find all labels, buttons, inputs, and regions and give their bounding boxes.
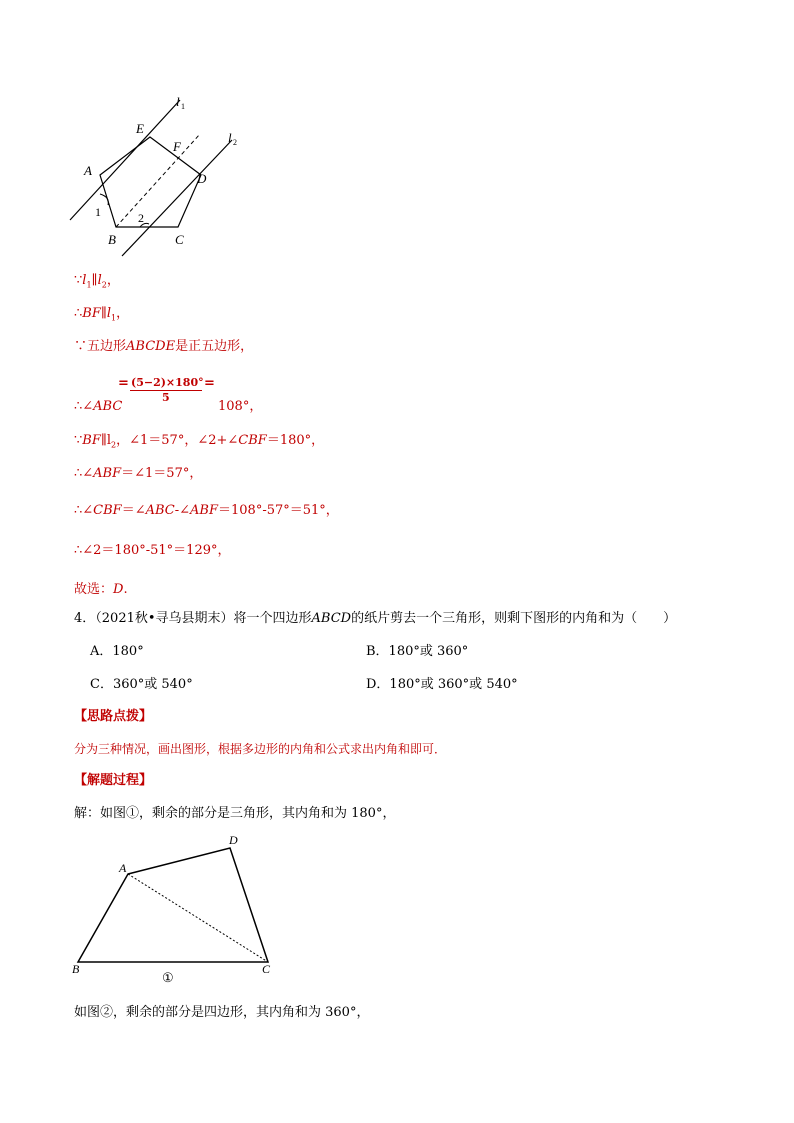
step-1 [74, 272, 120, 295]
frac-eq-left: = [118, 376, 129, 391]
text: CBF [93, 503, 122, 518]
label-b2: B [72, 962, 80, 976]
text: ＝108°-57°＝51°， [218, 503, 339, 518]
hint-title: 【思路点拨】 [74, 709, 153, 724]
question-4-stem [74, 610, 676, 628]
dashed-bf [116, 134, 200, 227]
text: 2 [101, 280, 107, 290]
label-e: E [136, 121, 144, 136]
step-8: ∴∠2＝180°-51°＝129°， [74, 543, 231, 558]
text: ＝180°， [266, 433, 325, 448]
label-a2: A [119, 861, 127, 875]
label-l1: l [176, 94, 180, 109]
figure-pentagon [60, 92, 260, 262]
text: 故选： [74, 582, 114, 597]
label-d: D [197, 171, 207, 186]
text: ，∠1＝57°，∠2+∠ [116, 433, 239, 448]
text: ∥ [100, 306, 107, 321]
quadrilateral-abcd [78, 848, 268, 962]
label-d2: D [229, 833, 238, 847]
text: ABF [93, 466, 122, 481]
text: ∴∠ [74, 466, 94, 481]
text: 是正五边形， [175, 339, 254, 354]
process-title: 【解题过程】 [74, 773, 153, 788]
dashed-ac [128, 874, 268, 962]
text: ABC [93, 399, 123, 414]
solution-line-1: 解：如图①，剩余的部分是三角形，其内角和为 180°， [74, 806, 396, 821]
frac-denominator: 5 [162, 391, 170, 404]
text: l [106, 306, 112, 321]
step-3 [74, 338, 253, 356]
text: ∵ [74, 273, 83, 288]
pentagon-abcde [100, 137, 201, 227]
text: D [113, 582, 124, 597]
label-l1-sub: 1 [181, 102, 185, 111]
label-l2-sub: 2 [233, 138, 237, 147]
step-7 [74, 502, 339, 520]
label-angle1: 1 [95, 205, 101, 219]
text: 2 [111, 440, 117, 450]
text: ∥ [91, 273, 98, 288]
label-b: B [108, 232, 116, 247]
text: ∵五边形 [74, 339, 127, 354]
text: ＝∠ [121, 503, 146, 518]
frac-numerator: (5−2)×180° [131, 376, 204, 389]
text: ∵ [74, 433, 83, 448]
text: l [97, 273, 102, 288]
label-fig-1: ① [162, 970, 174, 985]
step-4 [74, 398, 122, 416]
text: ， [106, 273, 120, 288]
text: ∴ [74, 306, 83, 321]
label-angle2: 2 [138, 211, 144, 225]
label-c: C [175, 232, 184, 247]
text: ∥l [100, 433, 112, 448]
frac-eq-right: = [204, 376, 215, 391]
option-c[interactable]: C．360°或 540° [90, 677, 193, 692]
text: ABC [145, 503, 175, 518]
step-5 [74, 432, 324, 455]
step-9 [74, 581, 128, 599]
text: ∴∠ [74, 399, 94, 414]
solution-line-2: 如图②，剩余的部分是四边形，其内角和为 360°， [74, 1005, 370, 1020]
hint-body: 分为三种情况，画出图形，根据多边形的内角和公式求出内角和即可． [74, 742, 447, 756]
text: ∴∠ [74, 503, 94, 518]
text: ABCDE [126, 339, 176, 354]
text: 1 [86, 280, 92, 290]
text: CBF [238, 433, 267, 448]
label-l2: l [228, 130, 232, 145]
label-f: F [173, 139, 181, 154]
step-4-result: 108°， [218, 399, 263, 414]
line-l1 [70, 100, 180, 220]
figure-quadrilateral [66, 830, 286, 990]
option-b[interactable]: B．180°或 360° [366, 644, 469, 659]
text: ＝∠1＝57°， [121, 466, 203, 481]
text: . [123, 582, 128, 597]
option-a[interactable]: A．180° [90, 644, 144, 659]
step-6 [74, 465, 202, 483]
text: BF [82, 433, 101, 448]
option-d[interactable]: D．180°或 360°或 540° [366, 677, 518, 692]
text: ， [116, 306, 130, 321]
label-a: A [84, 163, 92, 178]
step-2 [74, 305, 129, 328]
text: BF [82, 306, 101, 321]
text: 1 [111, 313, 117, 323]
text: ABCD [311, 611, 352, 626]
text: -∠ [174, 503, 191, 518]
text: 的纸片剪去一个三角形，则剩下图形的内角和为（ ） [351, 611, 677, 626]
text: 4．（2021秋•寻乌县期末）将一个四边形 [74, 611, 312, 626]
label-c2: C [262, 962, 271, 976]
text: ABF [190, 503, 219, 518]
text: l [82, 273, 87, 288]
